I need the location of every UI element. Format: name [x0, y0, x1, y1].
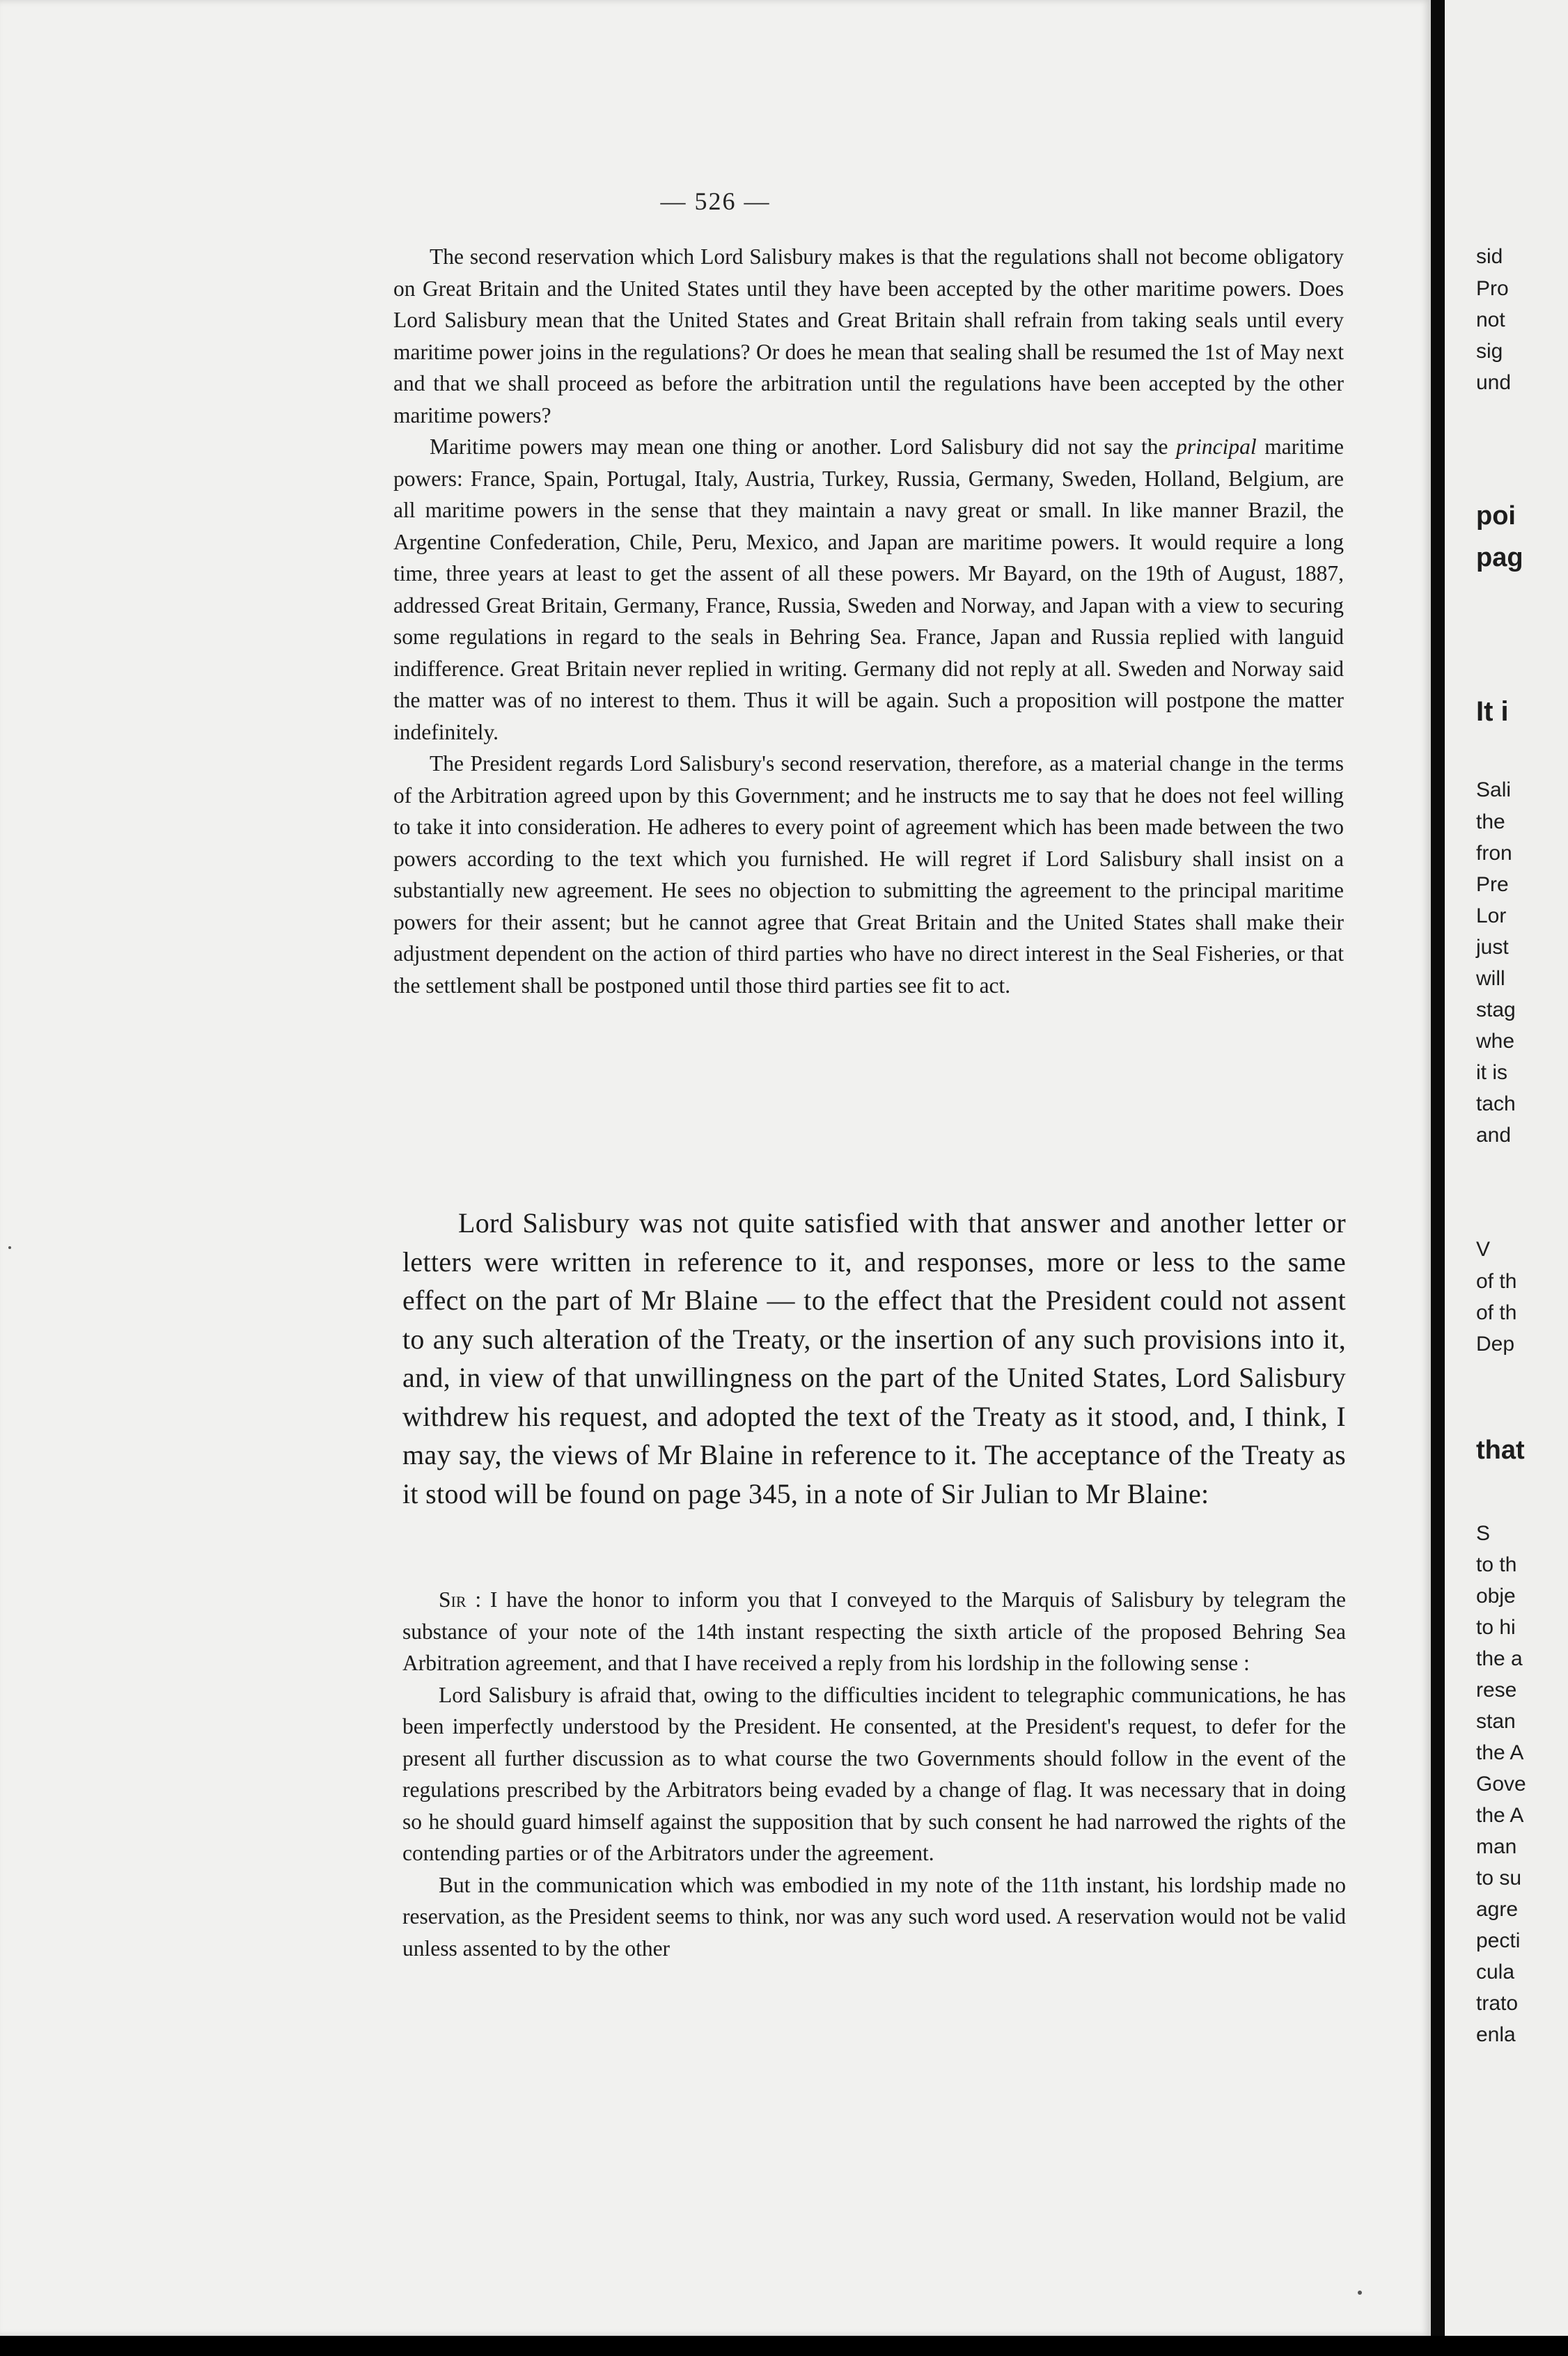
- note-paragraph-3: But in the communication which was embodied in my note of the 11th instant, his lordship made no reservation, as the President seems to think, nor was any such word used. A reservation would not be valid unless assented to by the other: [402, 1872, 1346, 1961]
- facing-page-fragment: It i: [1476, 696, 1509, 727]
- scan-speck: [8, 1246, 11, 1249]
- page-number: — 526 —: [660, 187, 771, 215]
- facing-page-fragment: Pre: [1476, 873, 1509, 896]
- facing-page-fragment: Sali: [1476, 778, 1512, 801]
- quoted-reply-paragraph-1: The second reservation which Lord Salisbury makes is that the regulations shall not become obligatory on Great Britain and the United States until they have been accepted by the other maritime powers. Does Lord Salisbury mean that the United States and Great Britain shall refrain from taking seals until every maritime power joins in the regulations? Or does he mean that sealing shall be resumed the 1st of May next and that we shall proceed as before the arbitration until the regulations have been accepted by the other maritime powers?: [393, 244, 1344, 427]
- note-paragraph-1: [402, 1584, 1346, 1679]
- facing-page-fragment: to hi: [1476, 1616, 1516, 1639]
- facing-page-fragment: of th: [1476, 1301, 1517, 1324]
- facing-page-fragment: will: [1476, 967, 1505, 990]
- facing-page-fragment: pecti: [1476, 1929, 1521, 1952]
- facing-page-fragment: tach: [1476, 1092, 1516, 1115]
- facing-page-fragment: the A: [1476, 1804, 1524, 1827]
- note-paragraph-2: Lord Salisbury is afraid that, owing to the difficulties incident to telegraphic communications, he has been imperfectly understood by the President. He consented, at the President's request, to defer for the present all further discussion as to what course the two Governments should follow in the event of the regulations prescribed by the Arbitrators being evaded by a change of flag. It was necessary that in doing so he should guard himself against the supposition that by such consent he had narrowed the rights of the contending parties or of the Arbitrators under the agreement.: [402, 1682, 1346, 1865]
- facing-page-fragment: Dep: [1476, 1333, 1515, 1356]
- facing-page-fragment: obje: [1476, 1585, 1516, 1608]
- argument-paragraph: Lord Salisbury was not quite satisfied with that answer and another letter or letters were written in reference to it, and responses, more or less to the same effect on the part of Mr Blaine — to the effect that the President could not assent to any such alteration of the Treaty, or the insertion of any such provisions into it, and, in view of that unwillingness on the part of the United States, Lord Salisbury withdrew his request, and adopted the text of the Treaty as it stood, and, I think, I may say, the views of Mr Blaine in reference to it. The acceptance of the Treaty as it stood will be found on page 345, in a note of Sir Julian to Mr Blaine:: [402, 1207, 1346, 1509]
- scan-speck: [1358, 2291, 1362, 2295]
- facing-page-fragment: the: [1476, 810, 1505, 833]
- quoted-reply-paragraph-3: The President regards Lord Salisbury's second reservation, therefore, as a material change in the terms of the Arbitration agreed upon by this Government; and he instructs me to say that he does not feel willing to take it into consideration. He adheres to every point of agreement which has been made between the two powers according to the text which you furnished. He will regret if Lord Salisbury shall insist on a substantially new agreement. He sees no objection to submitting the agreement to the principal maritime powers for their assent; but he cannot agree that Great Britain and the United States shall make their adjustment dependent on the action of third parties who have no direct interest in the Seal Fisheries, or that the settlement shall be postponed until those third parties see fit to act.: [393, 751, 1344, 998]
- facing-page-fragment: Lor: [1476, 904, 1507, 927]
- facing-page-fragment: pag: [1476, 543, 1523, 572]
- facing-page-fragment: and: [1476, 1124, 1512, 1147]
- facing-page-fragment: the A: [1476, 1741, 1524, 1764]
- quoted-reply-paragraph-2: Maritime powers may mean one thing or another. Lord Salisbury did not say the principal maritime powers: France, Spain, Portugal, Italy, Austria, Turkey, Russia, Germany, Sweden, Holland, Belgium, are all maritime powers in the sense that they maintain a navy great or small. In like manner Brazil, the Argentine Confederation, Chile, Peru, Mexico, and Japan are maritime powers. It would require a long time, three years at least to get the assent of all these powers. Mr Bayard, on the 19th of August, 1887, addressed Great Britain, Germany, France, Russia, Sweden and Norway, and Japan with a view to securing some regulations in regard to the seals in Behring Sea. France, Japan and Russia replied with languid indifference. Great Britain never replied in writing. Germany did not reply at all. Sweden and Norway said the matter was of no interest to them. Thus it will be again. Such a proposition will postpone the matter indefinitely.: [393, 434, 1344, 744]
- facing-page-fragment: man: [1476, 1835, 1517, 1858]
- facing-page-fragment: just: [1476, 936, 1509, 959]
- facing-page-fragment: poi: [1476, 501, 1516, 531]
- facing-page-fragment: enla: [1476, 2023, 1516, 2046]
- facing-page-fragment: of th: [1476, 1270, 1517, 1293]
- facing-page-fragment: Pro: [1476, 277, 1509, 300]
- facing-page-fragment: cula: [1476, 1961, 1515, 1984]
- sir-julian-note-block: [402, 1584, 1346, 1964]
- facing-page-fragment: agre: [1476, 1898, 1519, 1921]
- argument-block: [402, 1204, 1346, 1513]
- facing-page-fragment: that: [1476, 1436, 1525, 1465]
- facing-page-fragment: to su: [1476, 1867, 1522, 1890]
- book-gutter: [1431, 0, 1445, 2336]
- facing-page-fragment: Gove: [1476, 1773, 1526, 1796]
- facing-page-fragment: to th: [1476, 1553, 1517, 1576]
- facing-page-fragment: und: [1476, 371, 1512, 394]
- facing-page-fragment: V: [1476, 1238, 1491, 1261]
- facing-page-fragment: trato: [1476, 1992, 1519, 2015]
- facing-page-fragment: rese: [1476, 1679, 1517, 1702]
- facing-page-fragment: the a: [1476, 1647, 1523, 1670]
- facing-page-fragment: stag: [1476, 998, 1516, 1021]
- quoted-reply-block: [393, 241, 1344, 1001]
- facing-page-fragment: sid: [1476, 245, 1503, 268]
- facing-page-fragment: S: [1476, 1522, 1491, 1545]
- facing-page-fragment: whe: [1476, 1030, 1515, 1053]
- note-paragraph-1-text: I have the honor to inform you that I conveyed to the Marquis of Salisbury by telegram the substance of your note of the 14th instant respecting the sixth article of the proposed Behring Sea Arbitration agreement, and that I have received a reply from his lordship in the following sense :: [402, 1587, 1347, 1675]
- facing-page-fragment: not: [1476, 308, 1505, 331]
- facing-page-fragment: it is: [1476, 1061, 1507, 1084]
- emphasis-principal: principal: [1176, 434, 1257, 459]
- facing-page-edge: [1445, 0, 1568, 2336]
- facing-page-fragment: fron: [1476, 842, 1512, 865]
- note-salutation: Sir :: [439, 1587, 482, 1612]
- facing-page-fragment: stan: [1476, 1710, 1516, 1733]
- facing-page-fragment: sig: [1476, 340, 1503, 363]
